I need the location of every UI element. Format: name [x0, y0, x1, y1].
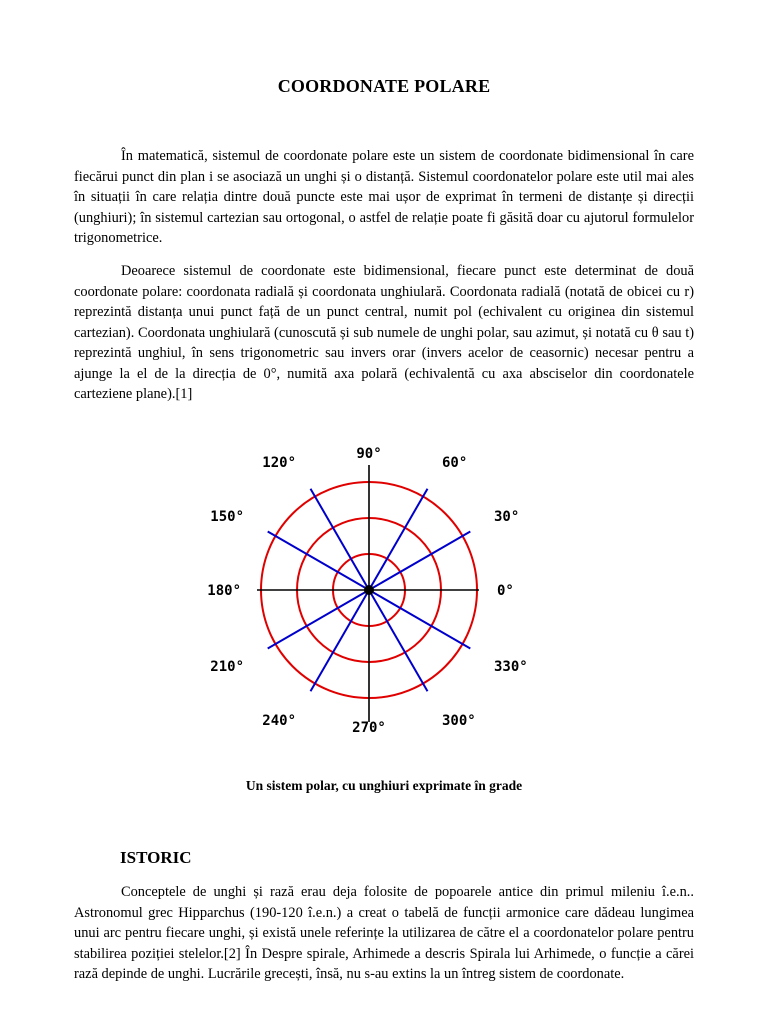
- polar-spoke: [311, 590, 370, 691]
- polar-spoke: [369, 590, 470, 649]
- history-paragraph: Conceptele de unghi și rază erau deja folosite de popoarele antice din primul mileniu î.e.n.. Astronomul grec Hipparchus (190-120 î.e.n.) a creat o tabelă de funcții armonice care dădeau lungimea unui arc pentru fiecare unghi, și există unele referințe la utilizarea de către el a coordonatelor polare pentru stabilirea poziției stelelor.[2] În Despre spirale, Arhimede a descris Spirala lui Arhimede, o funcție a cărei rază depinde de unghi. Lucrările grecești, însă, nu s-au extins la un întreg sistem de coordonate.: [74, 884, 694, 982]
- figure-caption: Un sistem polar, cu unghiuri exprimate în grade: [245, 778, 523, 793]
- angle-label: 180°: [207, 583, 241, 599]
- polar-diagram: [190, 440, 570, 740]
- angle-label: 270°: [352, 720, 386, 736]
- angle-label: 330°: [494, 659, 528, 675]
- polar-spoke: [268, 532, 369, 591]
- polar-spoke: [311, 489, 370, 590]
- angle-label: 120°: [262, 455, 296, 471]
- angle-label: 0°: [497, 583, 514, 599]
- section-heading: ISTORIC: [120, 848, 192, 867]
- angle-label: 300°: [442, 713, 476, 729]
- angle-label: 240°: [262, 713, 296, 729]
- intro-paragraph: În matematică, sistemul de coordonate polare este un sistem de coordonate bidimensional în care fiecărui punct din plan i se asociază un unghi și o distanță. Sistemul coordonatelor polare este util mai ales în situații în care relația dintre două puncte este mai ușor de exprimat în termeni de distanțe și direcții (unghiuri); în sistemul cartezian sau ortogonal, o astfel de relație poate fi găsită doar cu ajutorul formulelor trigonometrice.: [74, 148, 694, 246]
- definition-paragraph: Deoarece sistemul de coordonate este bidimensional, fiecare punct este determinat de două coordonate polare: coordonata radială și coordonata unghiulară. Coordonata radială (notată de obicei cu r) reprezintă distanța unui punct față de un punct central, numit pol (echivalent cu originea din sistemul cartezian). Coordonata unghiulară (cunoscută și sub numele de unghi polar, sau azimut, și notată cu θ sau t) reprezintă unghiul, în sens trigonometric sau invers orar (invers acelor de ceasornic) necesar pentru a ajunge la el de la direcția de 0°, numită axa polară (echivalentă cu axa absciselor din coordonatele carteziene plane).[1]: [74, 263, 694, 402]
- angle-label: 150°: [210, 509, 244, 525]
- polar-spoke: [369, 489, 428, 590]
- angle-label: 210°: [210, 659, 244, 675]
- polar-spoke: [369, 532, 470, 591]
- polar-spoke: [369, 590, 428, 691]
- polar-spoke: [268, 590, 369, 649]
- angle-label: 90°: [356, 446, 382, 462]
- angle-label: 30°: [494, 509, 520, 525]
- pole-point: [364, 585, 374, 595]
- angle-label: 60°: [442, 455, 468, 471]
- page-title: COORDONATE POLARE: [277, 76, 491, 96]
